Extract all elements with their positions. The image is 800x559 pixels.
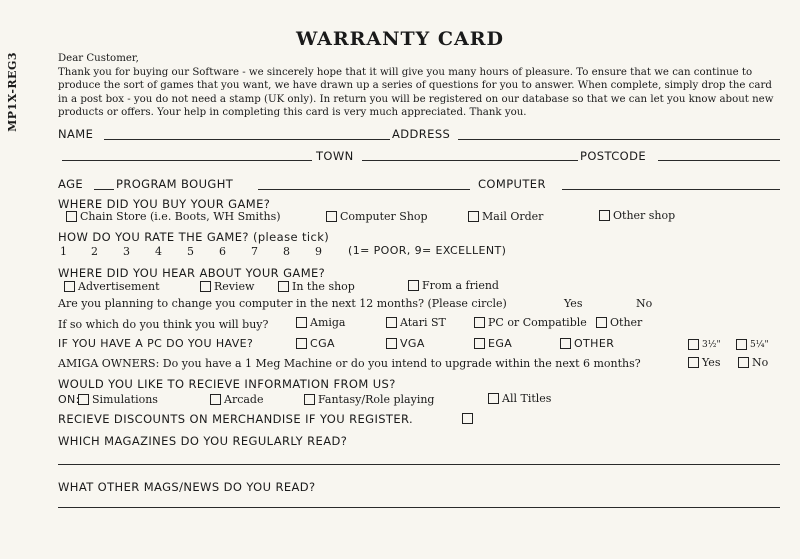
which-option-other[interactable] bbox=[596, 316, 642, 329]
postcode-label: POSTCODE bbox=[580, 149, 647, 163]
checkbox[interactable] bbox=[596, 317, 607, 328]
option-label: Mail Order bbox=[482, 210, 544, 223]
option-label: Fantasy/Role playing bbox=[318, 393, 435, 406]
option-label: PC or Compatible bbox=[488, 316, 587, 329]
checkbox[interactable] bbox=[688, 339, 699, 350]
which-option-pc[interactable] bbox=[474, 316, 587, 329]
option-label: OTHER bbox=[574, 337, 615, 350]
checkbox[interactable] bbox=[278, 281, 289, 292]
disk-option-3-5[interactable] bbox=[688, 339, 721, 350]
buy-option-mail-order[interactable] bbox=[468, 210, 543, 223]
amiga-option-yes[interactable] bbox=[688, 356, 720, 369]
pc-question: IF YOU HAVE A PC DO YOU HAVE? bbox=[58, 337, 254, 350]
checkbox[interactable] bbox=[474, 338, 485, 349]
age-line[interactable] bbox=[94, 189, 114, 190]
info-question: WOULD YOU LIKE TO RECIEVE INFORMATION FROM US? bbox=[58, 377, 396, 391]
option-label: In the shop bbox=[292, 280, 355, 293]
hear-question: WHERE DID YOU HEAR ABOUT YOUR GAME? bbox=[58, 266, 326, 280]
address-line-2[interactable] bbox=[62, 160, 312, 161]
card-title: WARRANTY CARD bbox=[295, 28, 504, 50]
buy-option-computer-shop[interactable] bbox=[326, 210, 428, 223]
disk-option-5-25[interactable] bbox=[736, 339, 769, 350]
mags-line[interactable] bbox=[58, 464, 780, 465]
option-label: Review bbox=[214, 280, 255, 293]
program-line[interactable] bbox=[258, 189, 470, 190]
checkbox[interactable] bbox=[78, 394, 89, 405]
other-mags-line[interactable] bbox=[58, 507, 780, 508]
hear-option-advertisement[interactable] bbox=[64, 280, 160, 293]
which-question: If so which do you think you will buy? bbox=[58, 318, 269, 331]
rate-question: HOW DO YOU RATE THE GAME? (please tick) bbox=[58, 230, 330, 244]
intro-paragraph bbox=[58, 52, 783, 120]
buy-option-chain-store[interactable] bbox=[66, 210, 281, 223]
checkbox[interactable] bbox=[296, 338, 307, 349]
which-option-amiga[interactable] bbox=[296, 316, 346, 329]
rating-7[interactable]: 7 bbox=[251, 245, 258, 258]
checkbox[interactable] bbox=[599, 210, 610, 221]
rating-9[interactable]: 9 bbox=[315, 245, 322, 258]
option-label: CGA bbox=[310, 337, 335, 350]
town-label: TOWN bbox=[316, 149, 354, 163]
postcode-line[interactable] bbox=[658, 160, 780, 161]
program-label: PROGRAM BOUGHT bbox=[116, 177, 234, 191]
pc-option-cga[interactable] bbox=[296, 337, 335, 350]
checkbox[interactable] bbox=[468, 211, 479, 222]
amiga-question: AMIGA OWNERS: Do you have a 1 Meg Machine or do you intend to upgrade within the next 6 months? bbox=[58, 357, 641, 370]
info-option-simulations[interactable] bbox=[78, 393, 158, 406]
mags-question: WHICH MAGAZINES DO YOU REGULARLY READ? bbox=[58, 434, 348, 448]
rating-legend: (1= POOR, 9= EXCELLENT) bbox=[348, 244, 507, 257]
info-option-fantasy[interactable] bbox=[304, 393, 434, 406]
change-no[interactable]: No bbox=[636, 297, 653, 310]
computer-label: COMPUTER bbox=[478, 177, 546, 191]
option-label: Other shop bbox=[613, 209, 676, 222]
checkbox[interactable] bbox=[474, 317, 485, 328]
rating-1[interactable]: 1 bbox=[60, 245, 67, 258]
option-label: Computer Shop bbox=[340, 210, 428, 223]
town-line[interactable] bbox=[362, 160, 578, 161]
other-mags-question: WHAT OTHER MAGS/NEWS DO YOU READ? bbox=[58, 480, 316, 494]
checkbox[interactable] bbox=[488, 393, 499, 404]
option-label: Arcade bbox=[224, 393, 264, 406]
hear-option-review[interactable] bbox=[200, 280, 254, 293]
rating-3[interactable]: 3 bbox=[123, 245, 130, 258]
change-yes[interactable]: Yes bbox=[564, 297, 583, 310]
option-label: Amiga bbox=[310, 316, 346, 329]
name-line[interactable] bbox=[104, 139, 390, 140]
checkbox[interactable] bbox=[326, 211, 337, 222]
option-label: Chain Store (i.e. Boots, WH Smiths) bbox=[80, 210, 281, 223]
checkbox[interactable] bbox=[736, 339, 747, 350]
rating-2[interactable]: 2 bbox=[91, 245, 98, 258]
checkbox[interactable] bbox=[738, 357, 749, 368]
option-label: All Titles bbox=[502, 392, 552, 405]
which-option-atari-st[interactable] bbox=[386, 316, 446, 329]
option-label: From a friend bbox=[422, 279, 499, 292]
option-label: No bbox=[752, 356, 769, 369]
checkbox[interactable] bbox=[304, 394, 315, 405]
option-label: Yes bbox=[702, 356, 721, 369]
info-option-all-titles[interactable] bbox=[488, 392, 551, 405]
checkbox[interactable] bbox=[66, 211, 77, 222]
salutation: Dear Customer, bbox=[58, 53, 139, 64]
address-line[interactable] bbox=[458, 139, 780, 140]
info-prefix: ON: bbox=[58, 393, 80, 406]
option-label: 5¼" bbox=[750, 339, 769, 350]
name-label: NAME bbox=[58, 127, 94, 141]
rating-4[interactable]: 4 bbox=[155, 245, 162, 258]
option-label: VGA bbox=[400, 337, 425, 350]
pc-option-ega[interactable] bbox=[474, 337, 512, 350]
checkbox[interactable] bbox=[560, 338, 571, 349]
rating-8[interactable]: 8 bbox=[283, 245, 290, 258]
checkbox[interactable] bbox=[462, 413, 473, 424]
checkbox[interactable] bbox=[688, 357, 699, 368]
hear-option-in-the-shop[interactable] bbox=[278, 280, 355, 293]
checkbox[interactable] bbox=[386, 317, 397, 328]
amiga-option-no[interactable] bbox=[738, 356, 768, 369]
rating-5[interactable]: 5 bbox=[187, 245, 194, 258]
discount-checkbox-wrap[interactable] bbox=[462, 413, 476, 424]
option-label: Atari ST bbox=[400, 316, 446, 329]
checkbox[interactable] bbox=[296, 317, 307, 328]
pc-option-vga[interactable] bbox=[386, 337, 425, 350]
checkbox[interactable] bbox=[64, 281, 75, 292]
rating-6[interactable]: 6 bbox=[219, 245, 226, 258]
discount-question: RECIEVE DISCOUNTS ON MERCHANDISE IF YOU REGISTER. bbox=[58, 412, 414, 426]
pc-option-other[interactable] bbox=[560, 337, 614, 350]
address-label: ADDRESS bbox=[392, 127, 451, 141]
checkbox[interactable] bbox=[210, 394, 221, 405]
age-label: AGE bbox=[58, 177, 84, 191]
computer-line[interactable] bbox=[562, 189, 780, 190]
buy-question: WHERE DID YOU BUY YOUR GAME? bbox=[58, 197, 271, 211]
option-label: 3½" bbox=[702, 339, 721, 350]
info-option-arcade[interactable] bbox=[210, 393, 263, 406]
intro-text: Thank you for buying our Software - we sincerely hope that it will give you many hours of pleasure. To ensure that we can continue to produce the sort of games that you want, we have drawn up a series of questions for you to answer. When complete, simply drop the card in a post box - you do not need a stamp (UK only). In return you will be registered on our database so that we can let you know about new products or offers. Your help in completing this card is very much appreciated. Thank you. bbox=[58, 66, 774, 118]
checkbox[interactable] bbox=[386, 338, 397, 349]
option-label: Advertisement bbox=[78, 280, 160, 293]
change-question: Are you planning to change you computer in the next 12 months? (Please circle) bbox=[58, 297, 507, 310]
buy-option-other-shop[interactable] bbox=[599, 209, 675, 222]
checkbox[interactable] bbox=[200, 281, 211, 292]
option-label: EGA bbox=[488, 337, 513, 350]
option-label: Other bbox=[610, 316, 643, 329]
form-code: MP1X-REG3 bbox=[6, 52, 19, 132]
checkbox[interactable] bbox=[408, 280, 419, 291]
hear-option-from-a-friend[interactable] bbox=[408, 279, 499, 292]
option-label: Simulations bbox=[92, 393, 158, 406]
